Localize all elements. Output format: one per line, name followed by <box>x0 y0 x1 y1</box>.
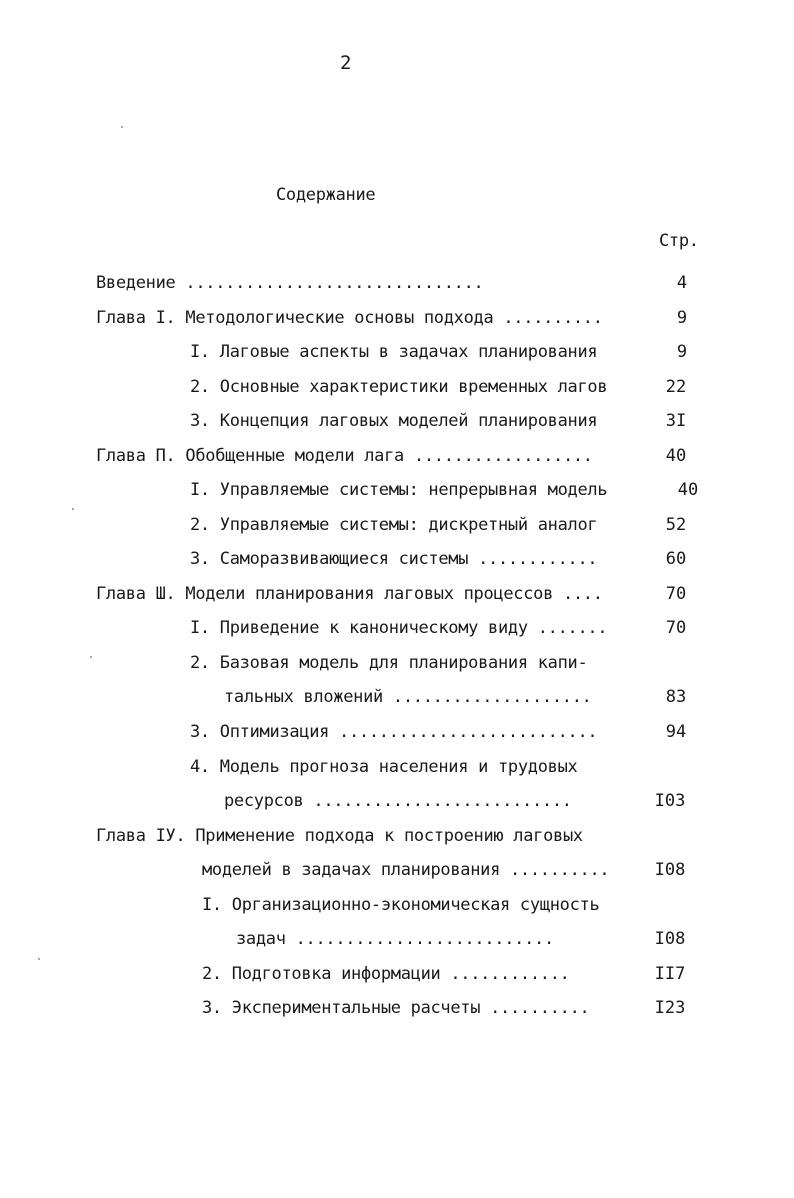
toc-entry-page: 83 <box>665 687 687 707</box>
toc-entry-text: 4. Модель прогноза населения и трудовых <box>190 757 578 777</box>
toc-entry-page: I03 <box>654 791 686 811</box>
toc-entry-page: I23 <box>654 998 686 1018</box>
toc-entry-text: моделей в задачах планирования .......... <box>202 860 610 880</box>
toc-entry-text: I. Приведение к каноническому виду ....... <box>190 618 608 638</box>
toc-entry-text: тальных вложений .................... <box>224 687 592 707</box>
toc-entry-text: Глава Ш. Модели планирования лаговых процессов .... <box>96 584 603 604</box>
toc-entry-page: 3I <box>665 411 687 431</box>
toc-entry-text: Глава I. Методологические основы подхода .......... <box>96 308 603 328</box>
toc-entry-page: I08 <box>654 860 686 880</box>
toc-entry-text: 3. Концепция лаговых моделей планирования <box>190 411 598 431</box>
toc-entry-page: 9 <box>676 342 688 362</box>
toc-entry-text: 2. Базовая модель для планирования капи- <box>190 653 588 673</box>
toc-entry-text: Глава П. Обобщенные модели лага .................. <box>96 446 593 466</box>
scan-speck <box>90 656 92 658</box>
page-number: 2 <box>340 52 352 74</box>
toc-entry-text: ресурсов .......................... <box>224 791 572 811</box>
toc-entry-text: 3. Саморазвивающиеся системы ............ <box>190 549 598 569</box>
scan-speck <box>121 126 123 128</box>
toc-entry-page: 4 <box>676 273 688 293</box>
scan-speck <box>72 508 74 510</box>
toc-entry-text: 2. Управляемые системы: дискретный аналог <box>190 515 598 535</box>
toc-entry-page: 70 <box>665 618 687 638</box>
toc-entry-text: задач .......................... <box>236 929 554 949</box>
toc-entry-text: Глава IУ. Применение подхода к построению лаговых <box>96 826 583 846</box>
toc-title: Содержание <box>276 185 376 205</box>
toc-entry-text: I. Лаговые аспекты в задачах планирования <box>190 342 598 362</box>
toc-entry-text: 2. Подготовка информации ............ <box>202 964 570 984</box>
toc-entry-text: I. Управляемые системы: непрерывная модель <box>190 480 608 500</box>
toc-entry-page: II7 <box>654 964 686 984</box>
toc-entry-page: 60 <box>665 549 687 569</box>
toc-entry-text: 3. Оптимизация .......................... <box>190 722 598 742</box>
toc-entry-page: 70 <box>665 584 687 604</box>
toc-entry-page: 52 <box>665 515 687 535</box>
toc-entry-page: 9 <box>676 308 688 328</box>
scan-speck <box>38 958 40 960</box>
toc-entry-text: Введение .............................. <box>96 273 484 293</box>
toc-entry-text: 2. Основные характеристики временных лагов <box>190 377 608 397</box>
toc-entry-text: 3. Экспериментальные расчеты .......... <box>202 998 590 1018</box>
toc-entry-page: 40 <box>677 480 699 500</box>
toc-entry-page: 94 <box>665 722 687 742</box>
toc-entry-page: I08 <box>654 929 686 949</box>
toc-entry-page: 22 <box>665 377 687 397</box>
toc-entry-text: I. Организационно-экономическая сущность <box>202 895 600 915</box>
toc-entry-page: 40 <box>665 446 687 466</box>
page-column-header: Стр. <box>659 231 699 251</box>
